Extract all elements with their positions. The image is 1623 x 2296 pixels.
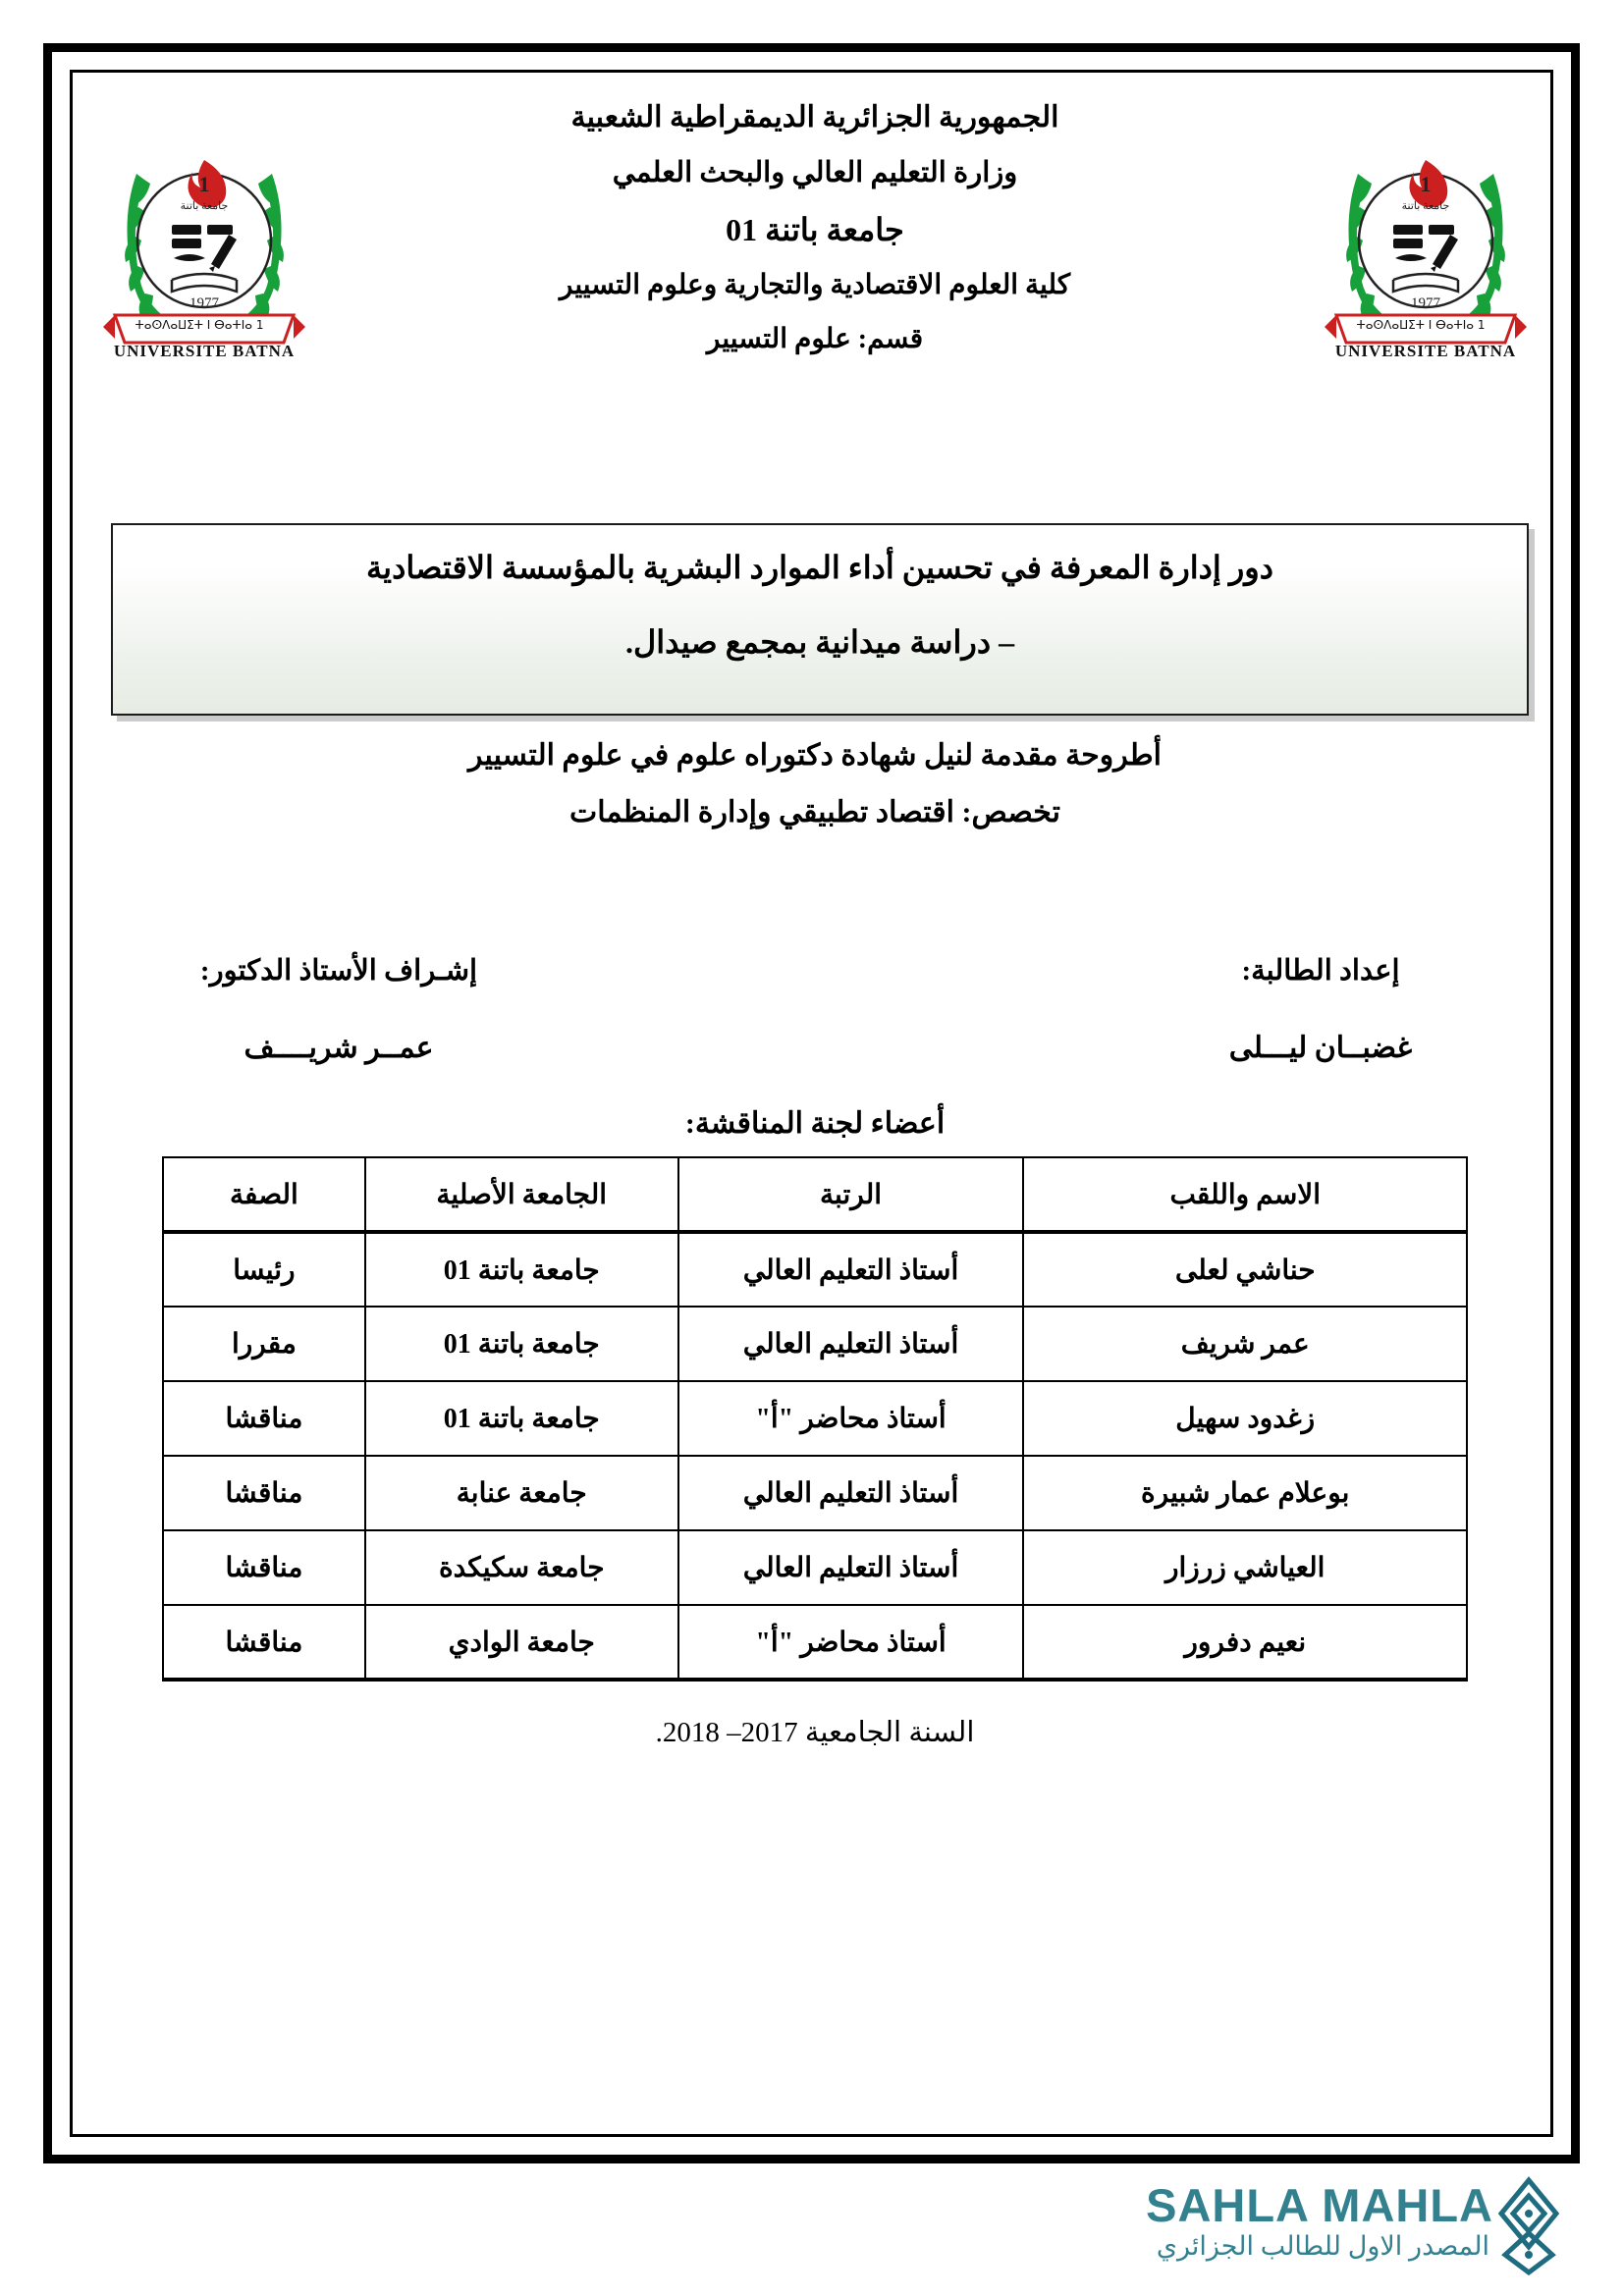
member-university: جامعة عنابة: [365, 1456, 678, 1530]
column-header-role: الصفة: [163, 1157, 365, 1232]
degree-line-1: أطروحة مقدمة لنيل شهادة دكتوراه علوم في علوم التسيير: [467, 739, 1162, 772]
svg-text:UNIVERSITE BATNA: UNIVERSITE BATNA: [113, 342, 296, 360]
member-name: حناشي لعلى: [1023, 1232, 1467, 1307]
table-row: [163, 1605, 1467, 1680]
faculty-line: كلية العلوم الاقتصادية والتجارية وعلوم التسيير: [559, 270, 1071, 300]
member-rank: أستاذ التعليم العالي: [678, 1232, 1024, 1307]
committee-table: [162, 1156, 1468, 1682]
svg-text:UNIVERSITE BATNA: UNIVERSITE BATNA: [1334, 342, 1517, 360]
thesis-title-box: [111, 523, 1529, 716]
university-seal-icon: [101, 115, 307, 365]
university-logo-right: [1323, 115, 1529, 365]
student-name: غضبــان ليـــلى: [1228, 1032, 1413, 1064]
member-name: العياشي زرزار: [1023, 1530, 1467, 1605]
svg-text:1: 1: [198, 172, 210, 196]
watermark-logo-icon: [1491, 2174, 1566, 2276]
member-rank: أستاذ التعليم العالي: [678, 1307, 1024, 1381]
thesis-title-line-1: دور إدارة المعرفة في تحسين أداء الموارد البشرية بالمؤسسة الاقتصادية: [366, 550, 1273, 585]
svg-text:ⵜⴰⵙⴷⴰⵡⵉⵜ ⵏ ⴱⴰⵜⵏⴰ 1: ⵜⴰⵙⴷⴰⵡⵉⵜ ⵏ ⴱⴰⵜⵏⴰ 1: [135, 318, 264, 332]
watermark: [1055, 2174, 1566, 2282]
member-name: نعيم دفرور: [1023, 1605, 1467, 1680]
logo-year: 1977: [1411, 295, 1440, 311]
student-role-label: إعداد الطالبة:: [1241, 955, 1400, 987]
member-rank: أستاذ محاضر "أ": [678, 1381, 1024, 1456]
member-role: مناقشا: [163, 1456, 365, 1530]
academic-year: السنة الجامعية 2017– 2018.: [655, 1717, 975, 1748]
member-name: بوعلام عمار شبيرة: [1023, 1456, 1467, 1530]
svg-text:1977: 1977: [189, 295, 219, 311]
university-logo-left: [101, 115, 307, 365]
column-header-rank: الرتبة: [678, 1157, 1024, 1232]
member-rank: أستاذ التعليم العالي: [678, 1456, 1024, 1530]
cover-page-content: [93, 93, 1537, 2120]
country-line: الجمهورية الجزائرية الديمقراطية الشعبية: [570, 101, 1059, 133]
member-rank: أستاذ محاضر "أ": [678, 1605, 1024, 1680]
member-role: مناقشا: [163, 1381, 365, 1456]
university-seal-icon: [1323, 115, 1529, 365]
watermark-tagline: المصدر الاول للطالب الجزائري: [1156, 2231, 1489, 2261]
member-university: جامعة سكيكدة: [365, 1530, 678, 1605]
thesis-title-line-2: – دراسة ميدانية بمجمع صيدال.: [624, 623, 1015, 660]
svg-text:جامعة باتنة: جامعة باتنة: [180, 200, 229, 212]
table-row: [163, 1530, 1467, 1605]
student-column: [1114, 953, 1527, 1065]
supervisor-column: [113, 953, 565, 1065]
member-role: مقررا: [163, 1307, 365, 1381]
member-university: جامعة باتنة 01: [365, 1307, 678, 1381]
column-header-name: الاسم واللقب: [1023, 1157, 1467, 1232]
member-name: زغدود سهيل: [1023, 1381, 1467, 1456]
degree-line-2: تخصص: اقتصاد تطبيقي وإدارة المنظمات: [569, 796, 1060, 828]
member-name: عمر شريف: [1023, 1307, 1467, 1381]
table-row: [163, 1381, 1467, 1456]
university-line: جامعة باتنة 01: [726, 212, 904, 247]
supervisor-name: عمــر شريــــف: [243, 1032, 434, 1064]
member-university: جامعة باتنة 01: [365, 1232, 678, 1307]
column-header-university: الجامعة الأصلية: [365, 1157, 678, 1232]
degree-statement: [93, 741, 1537, 828]
member-role: مناقشا: [163, 1605, 365, 1680]
table-row: [163, 1307, 1467, 1381]
watermark-brand: SAHLA MAHLA: [1146, 2179, 1493, 2231]
svg-text:جامعة باتنة: جامعة باتنة: [1401, 200, 1450, 212]
member-university: جامعة باتنة 01: [365, 1381, 678, 1456]
member-rank: أستاذ التعليم العالي: [678, 1530, 1024, 1605]
member-role: رئيسا: [163, 1232, 365, 1307]
member-role: مناقشا: [163, 1530, 365, 1605]
institution-header-text: [319, 103, 1311, 380]
svg-text:1: 1: [1420, 172, 1432, 196]
supervisor-role-label: إشـراف الأستاذ الدكتور:: [199, 955, 478, 987]
table-row: [163, 1232, 1467, 1307]
member-university: جامعة الوادي: [365, 1605, 678, 1680]
committee-heading: أعضاء لجنة المناقشة:: [684, 1107, 946, 1140]
author-supervisor-block: [93, 953, 1537, 1100]
svg-text:ⵜⴰⵙⴷⴰⵡⵉⵜ ⵏ ⴱⴰⵜⵏⴰ 1: ⵜⴰⵙⴷⴰⵡⵉⵜ ⵏ ⴱⴰⵜⵏⴰ 1: [1356, 318, 1486, 332]
table-header-row: [163, 1157, 1467, 1232]
ministry-line: وزارة التعليم العالي والبحث العلمي: [612, 157, 1018, 188]
department-line: قسم: علوم التسيير: [706, 324, 924, 354]
page-header: [93, 93, 1537, 506]
table-row: [163, 1456, 1467, 1530]
